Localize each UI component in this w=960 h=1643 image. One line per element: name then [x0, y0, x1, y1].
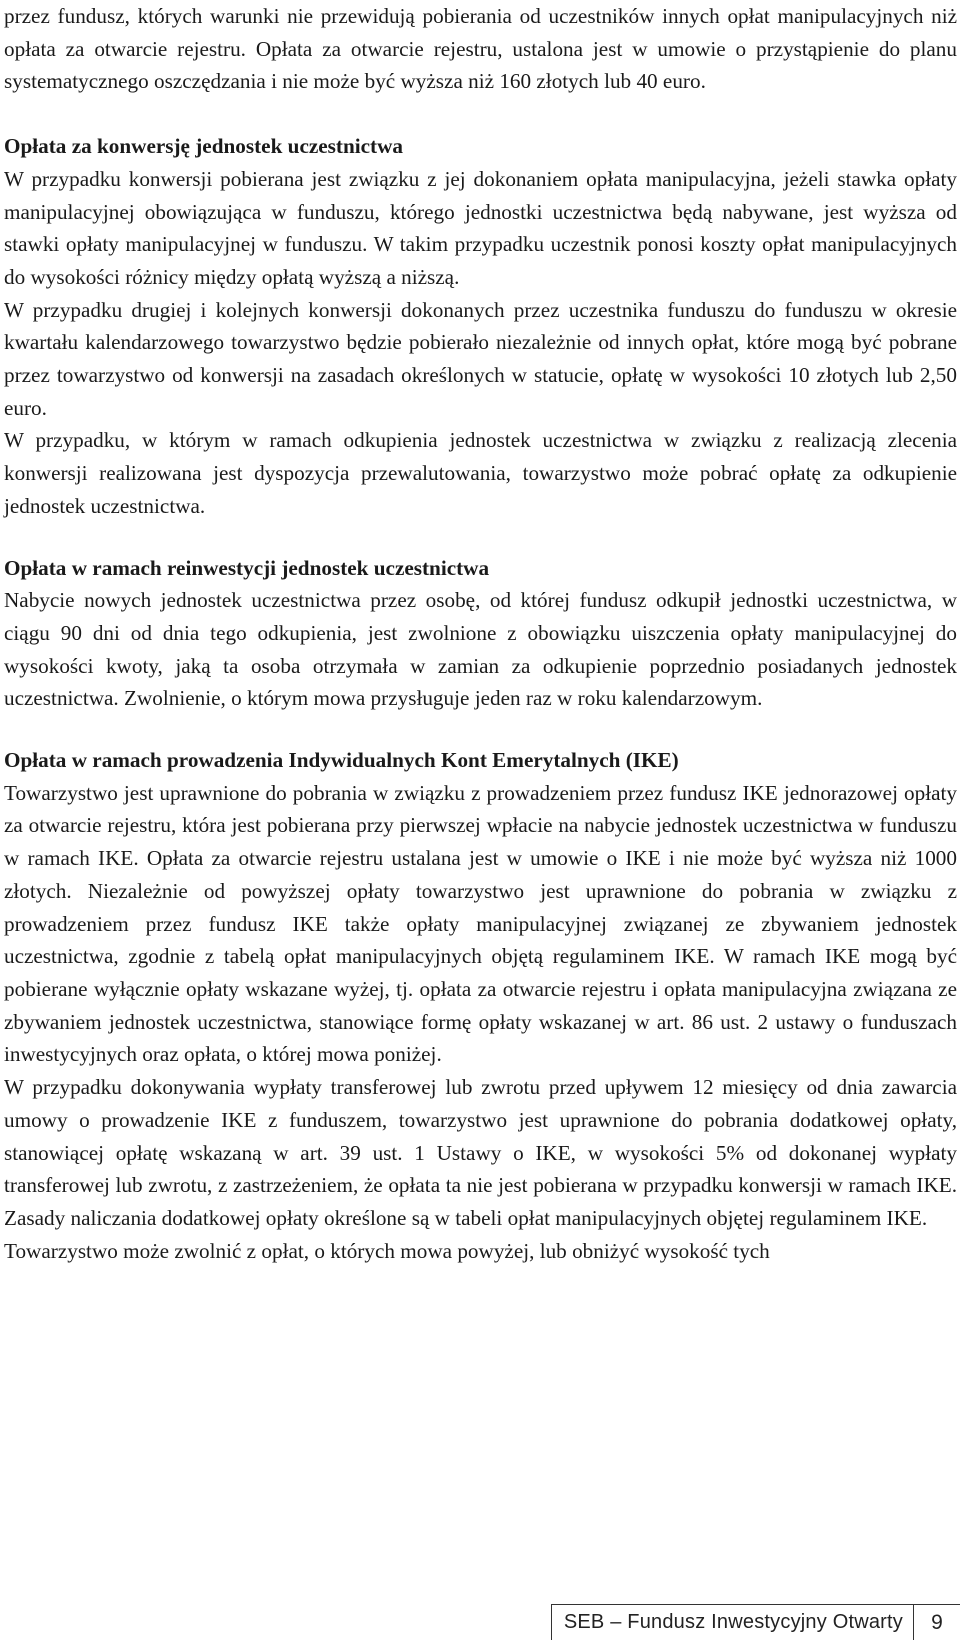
- document-body: [4, 0, 957, 1267]
- section-spacer: [4, 98, 957, 130]
- section-conversion-fee: [4, 130, 957, 522]
- section-paragraph: W przypadku konwersji pobierana jest związku z jej dokonaniem opłata manipulacyjna, jeżeli stawka opłaty manipulacyjnej obowiązująca w funduszu, którego jednostki uczestnictwa będą nabywane, jest wyższa od stawki opłaty manipulacyjnej w funduszu. W takim przypadku uczestnik ponosi koszty opłat manipulacyjnych do wysokości różnicy między opłatą wyższą a niższą.: [4, 166, 957, 289]
- section-paragraph: W przypadku, w którym w ramach odkupienia jednostek uczestnictwa w związku z realizacją zlecenia konwersji realizowana jest dyspozycja przewalutowania, towarzystwo może pobrać opłatę za odkupienie jednostek uczestnictwa.: [4, 428, 957, 518]
- page-number: 9: [913, 1604, 960, 1640]
- section-ike-fee: [4, 744, 957, 1267]
- intro-paragraph: przez fundusz, których warunki nie przewidują pobierania od uczestników innych opłat manipulacyjnych niż opłata za otwarcie rejestru. Opłata za otwarcie rejestru, ustalona jest w umowie o przystąpienie do planu systematycznego oszczędzania i nie może być wyższa niż 160 złotych lub 40 euro.: [4, 4, 957, 94]
- section-heading: Opłata w ramach prowadzenia Indywidualnych Kont Emerytalnych (IKE): [4, 748, 679, 773]
- section-paragraph: W przypadku drugiej i kolejnych konwersji dokonanych przez uczestnika funduszu do funduszu w okresie kwartału kalendarzowego towarzystwo będzie pobierało niezależnie od innych opłat, które mogą być pobrane przez towarzystwo od konwersji na zasadach określonych w statucie, opłatę w wysokości 10 złotych lub 2,50 euro.: [4, 297, 957, 420]
- footer-document-title: SEB – Fundusz Inwestycyjny Otwarty: [551, 1604, 913, 1640]
- section-heading: Opłata za konwersję jednostek uczestnictwa: [4, 134, 403, 159]
- section-reinvestment-fee: [4, 552, 957, 716]
- page-footer: [551, 1604, 960, 1640]
- section-spacer: [4, 523, 957, 552]
- section-paragraph: Towarzystwo jest uprawnione do pobrania w związku z prowadzeniem przez fundusz IKE jednorazowej opłaty za otwarcie rejestru, która jest pobierana przy pierwszej wpłacie na nabycie jednostek uczestnictwa w funduszu w ramach IKE. Opłata za otwarcie rejestru ustalana jest w umowie o IKE i nie może być wyższa niż 1000 złotych. Niezależnie od powyższej opłaty towarzystwo jest uprawnione do pobrania w związku z prowadzeniem przez fundusz IKE także opłaty manipulacyjnej związanej ze zbywaniem jednostek uczestnictwa, zgodnie z tabelą opłat manipulacyjnych objętą regulaminem IKE. W ramach IKE mogą być pobierane wyłącznie opłaty wskazane wyżej, tj. opłata za otwarcie rejestru i opłata manipulacyjna związana ze zbywaniem jednostek uczestnictwa, stanowiące formę opłaty wskazanej w art. 86 ust. 2 ustawy o funduszach inwestycyjnych oraz opłata, o której mowa poniżej.: [4, 780, 957, 1067]
- section-paragraph: Nabycie nowych jednostek uczestnictwa przez osobę, od której fundusz odkupił jednostki uczestnictwa, w ciągu 90 dni od dnia tego odkupienia, jest zwolnione z obowiązku uiszczenia opłaty manipulacyjnej do wysokości kwoty, jaką ta osoba otrzymała w zamian za odkupienie poprzednio posiadanych jednostek uczestnictwa. Zwolnienie, o którym mowa przysługuje jeden raz w roku kalendarzowym.: [4, 588, 957, 711]
- section-heading: Opłata w ramach reinwestycji jednostek uczestnictwa: [4, 555, 490, 580]
- section-paragraph: Towarzystwo może zwolnić z opłat, o których mowa powyżej, lub obniżyć wysokość tych: [4, 1238, 770, 1263]
- section-paragraph: W przypadku dokonywania wypłaty transferowej lub zwrotu przed upływem 12 miesięcy od dnia zawarcia umowy o prowadzenie IKE z funduszem, towarzystwo jest uprawnione do pobrania dodatkowej opłaty, stanowiącej opłatę wskazaną w art. 39 ust. 1 Ustawy o IKE, w wysokości 5% od dokonanej wypłaty transferowej lub zwrotu, z zastrzeżeniem, że opłata ta nie jest pobierana w przypadku konwersji w ramach IKE. Zasady naliczania dodatkowej opłaty określone są w tabeli opłat manipulacyjnych objętej regulaminem IKE.: [4, 1075, 957, 1230]
- section-spacer: [4, 715, 957, 744]
